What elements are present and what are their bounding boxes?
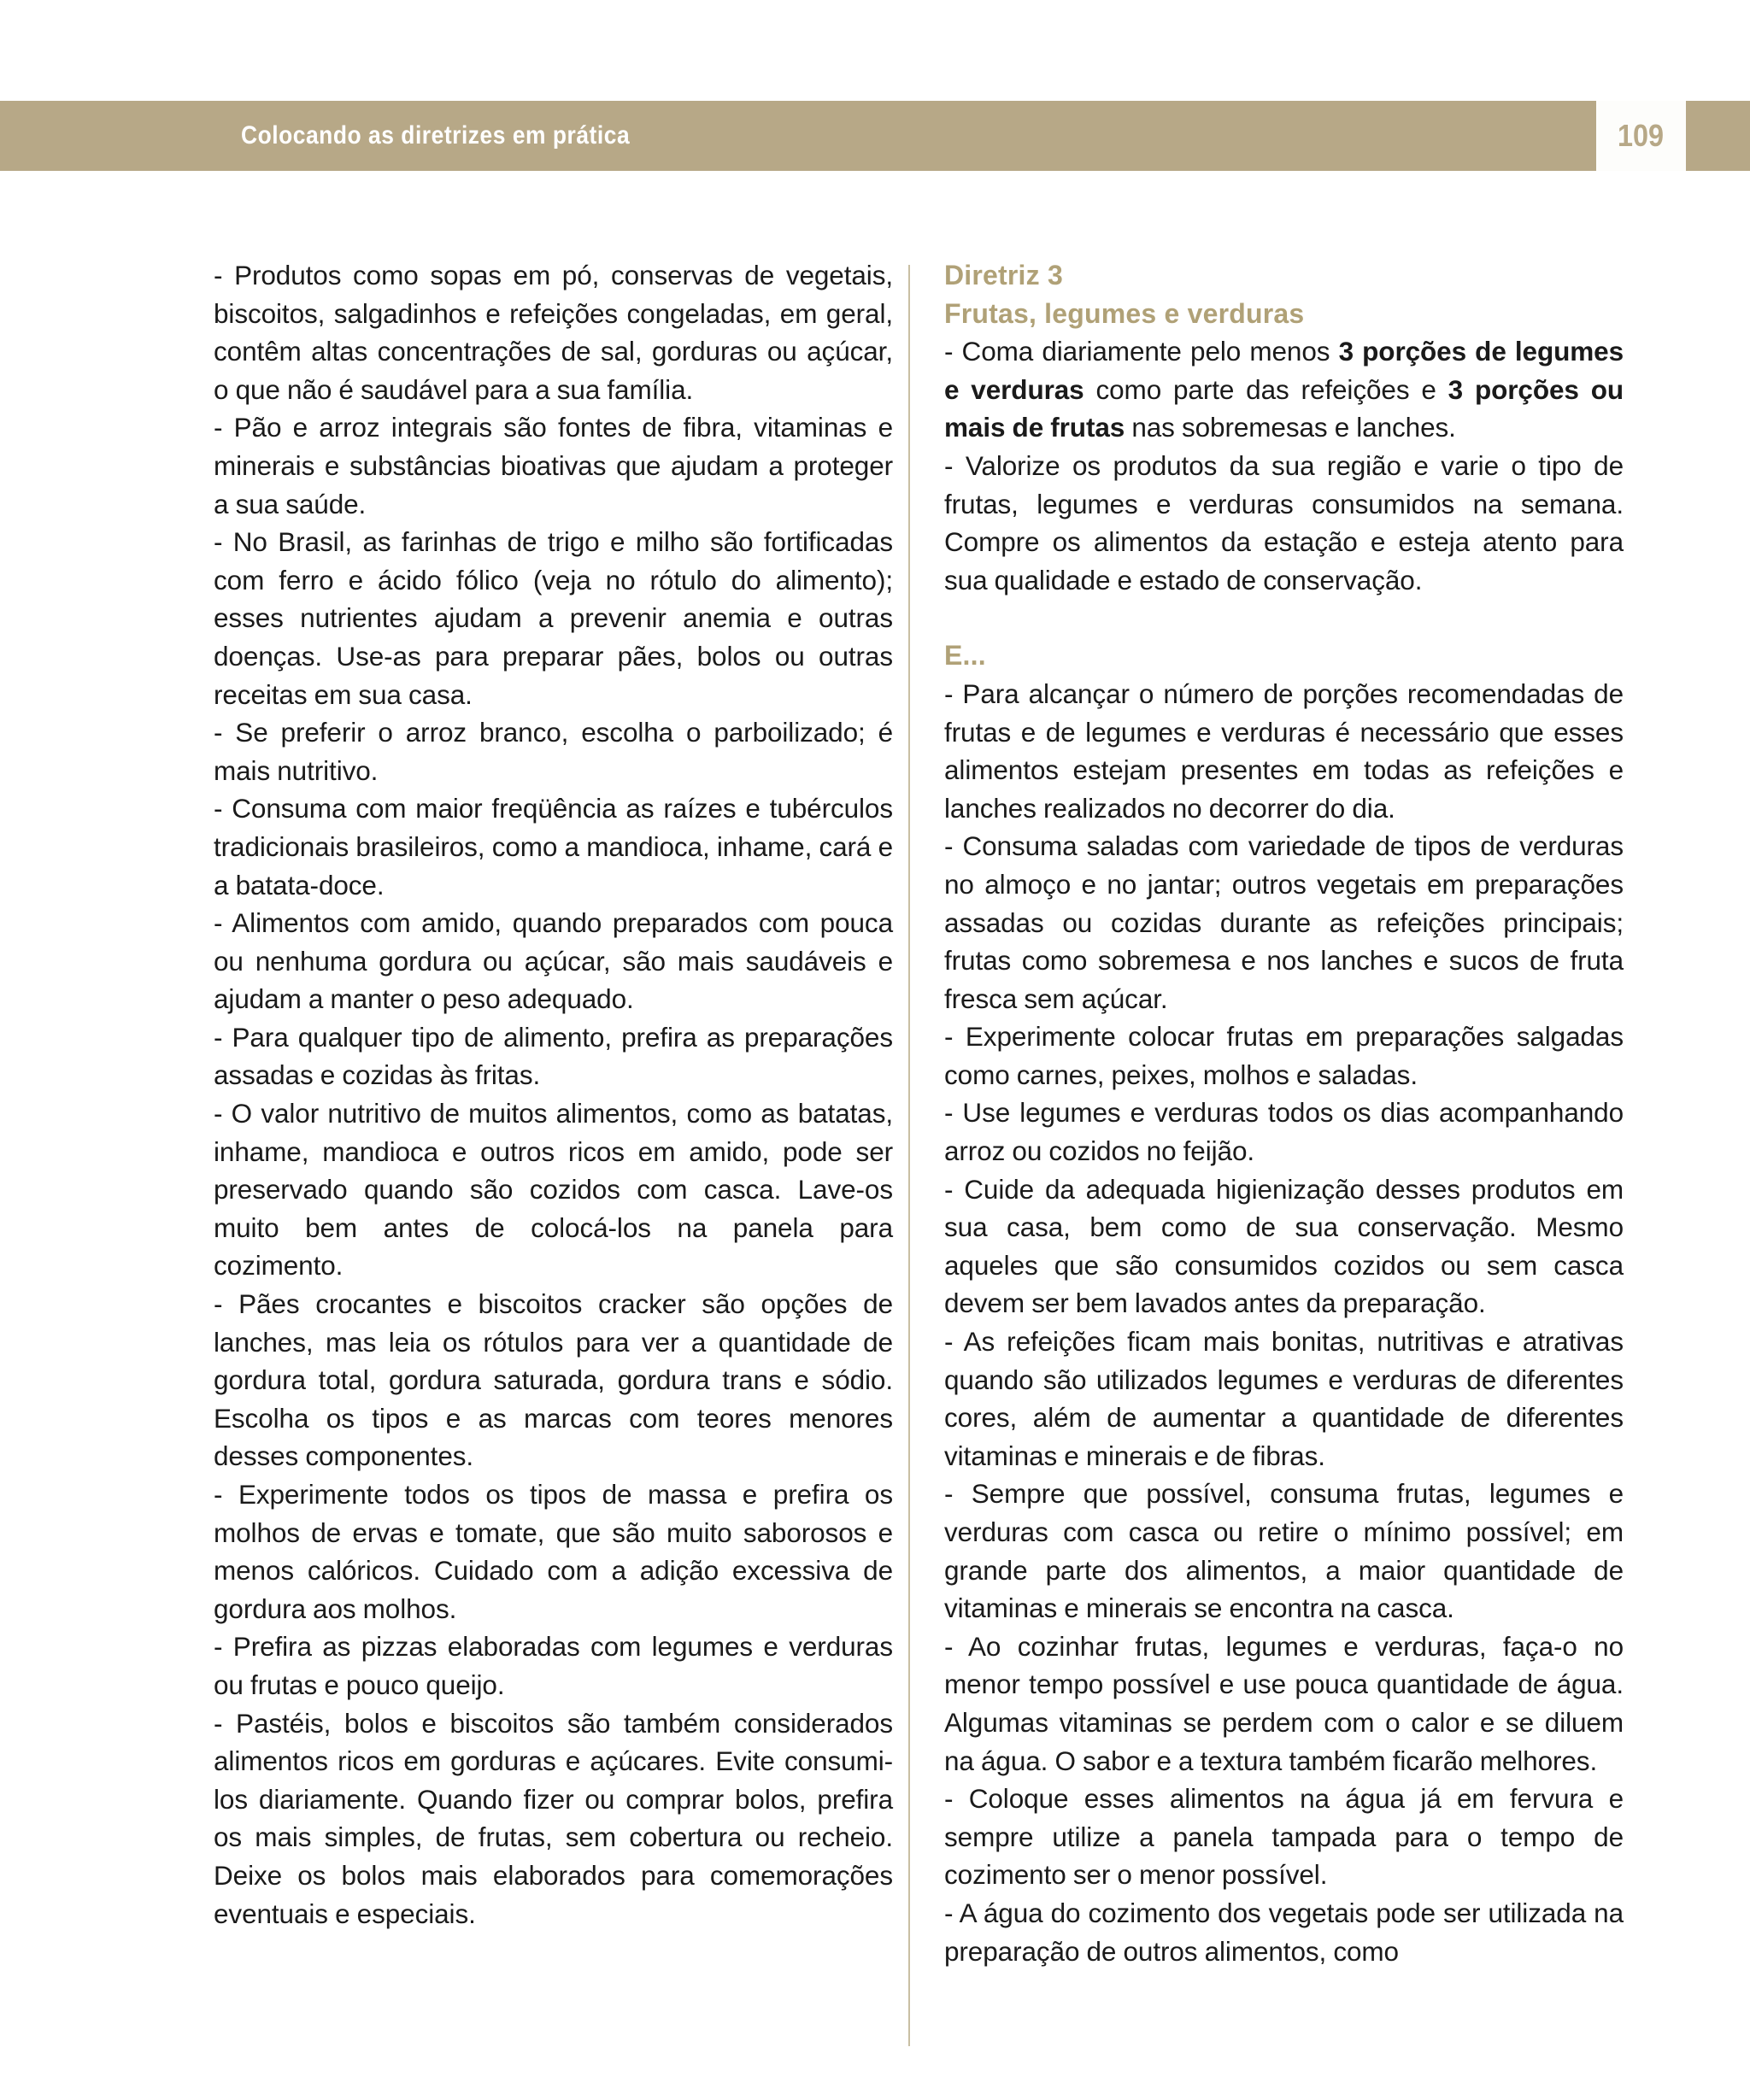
paragraph: - Produtos como sopas em pó, conservas de vegetais, biscoitos, salgadinhos e refeições congeladas, em geral, contêm altas concentrações de sal, gorduras ou açúcar, o que não é saudável para a sua família. (214, 260, 893, 405)
paragraph: - Coloque esses alimentos na água já em fervura e sempre utilize a panela tampada para o tempo de cozimento ser o menor possível. (944, 1783, 1624, 1891)
paragraph: - Pastéis, bolos e biscoitos são também considerados alimentos ricos em gorduras e açúcares. Evite consumi-los diariamente. Quando fizer ou comprar bolos, prefira os mais simples, de frutas, sem cobertura ou recheio. Deixe os bolos mais elaborados para comemorações eventuais e especiais. (214, 1707, 893, 1929)
header-endcap (1686, 101, 1750, 171)
paragraph: - Ao cozinhar frutas, legumes e verduras, faça-o no menor tempo possível e use pouca quantidade de água. Algumas vitaminas se perdem com o calor e se diluem na água. O sabor e a textura também ficarão melhores. (944, 1630, 1624, 1776)
left-column (214, 256, 893, 1933)
bullet1-bold-a: 3 porções de legumes e verduras (944, 336, 1624, 405)
paragraph: - A água do cozimento dos vegetais pode ser utilizada na preparação de outros alimentos, como (944, 1897, 1624, 1967)
paragraph: - Alimentos com amido, quando preparados com pouca ou nenhuma gordura ou açúcar, são mais saudáveis e ajudam a manter o peso adequado. (214, 907, 893, 1015)
paragraph: - Pão e arroz integrais são fontes de fibra, vitaminas e minerais e substâncias bioativas que ajudam a proteger a sua saúde. (214, 412, 893, 519)
diretriz-subtitle: Frutas, legumes e verduras (944, 297, 1305, 329)
paragraph: - Experimente colocar frutas em preparações salgadas como carnes, peixes, molhos e saladas. (944, 1021, 1624, 1090)
bullet1-part-c: nas sobremesas e lanches. (1125, 412, 1456, 443)
page-number (1596, 101, 1686, 171)
section-heading-e: E... (944, 640, 986, 672)
paragraph: - As refeições ficam mais bonitas, nutritivas e atrativas quando são utilizados legumes e verduras de diferentes cores, além de aumentar a quantidade de diferentes vitaminas e minerais e de fibras. (944, 1326, 1624, 1471)
paragraph: - Valorize os produtos da sua região e varie o tipo de frutas, legumes e verduras consumidos na semana. Compre os alimentos da estação e esteja atento para sua qualidade e estado de conservação. (944, 449, 1624, 595)
bullet1-part-b: como parte das refeições e (1083, 373, 1448, 405)
bullet1-bold-b: 3 porções ou mais de frutas (944, 373, 1624, 443)
paragraph: - Sempre que possível, consuma frutas, legumes e verduras com casca ou retire o mínimo possível; em grande parte dos alimentos, a maior quantidade de vitaminas e minerais se encontra na casca. (944, 1478, 1624, 1624)
paragraph: - Consuma saladas com variedade de tipos de verduras no almoço e no jantar; outros vegetais em preparações assadas ou cozidas durante as refeições principais; frutas como sobremesa e nos lanches e sucos de fruta fresca sem açúcar. (944, 830, 1624, 1014)
paragraph-bullet-1 (944, 332, 1624, 447)
column-divider (908, 265, 910, 2046)
page-number-text: 109 (1618, 118, 1665, 153)
page-title (241, 121, 683, 150)
section-spacer (944, 599, 1624, 636)
paragraph: - Experimente todos os tipos de massa e prefira os molhos de ervas e tomate, que são muito saborosos e menos calóricos. Cuidado com a adição excessiva de gordura aos molhos. (214, 1479, 893, 1624)
paragraph: - Cuide da adequada higienização desses produtos em sua casa, bem como de sua conservação. Mesmo aqueles que são consumidos cozidos ou sem casca devem ser bem lavados antes da preparação. (944, 1173, 1624, 1319)
section-heading-diretriz (944, 256, 1624, 332)
paragraph: - No Brasil, as farinhas de trigo e milho são fortificadas com ferro e ácido fólico (veja no rótulo do alimento); esses nutrientes ajudam a prevenir anemia e outras doenças. Use-as para preparar pães, bolos ou outras receitas em sua casa. (214, 526, 893, 710)
header-band (0, 101, 1596, 171)
right-column (944, 256, 1624, 1970)
paragraph: - Para qualquer tipo de alimento, prefira as preparações assadas e cozidas às fritas. (214, 1021, 893, 1091)
page-header (0, 101, 1750, 171)
page-title-text: Colocando as diretrizes em prática (241, 121, 631, 150)
paragraph: - Prefira as pizzas elaboradas com legumes e verduras ou frutas e pouco queijo. (214, 1631, 893, 1700)
paragraph: - Use legumes e verduras todos os dias acompanhando arroz ou cozidos no feijão. (944, 1097, 1624, 1167)
paragraph: - Para alcançar o número de porções recomendadas de frutas e de legumes e verduras é necessário que esses alimentos estejam presentes em todas as refeições e lanches realizados no decorrer do dia. (944, 678, 1624, 824)
paragraph: - Pães crocantes e biscoitos cracker são opções de lanches, mas leia os rótulos para ver a quantidade de gordura total, gordura saturada, gordura trans e sódio. Escolha os tipos e as marcas com teores menores desses componentes. (214, 1288, 893, 1472)
paragraph: - O valor nutritivo de muitos alimentos, como as batatas, inhame, mandioca e outros ricos em amido, pode ser preservado quando são cozidos com casca. Lave-os muito bem antes de colocá-los na panela para cozimento. (214, 1098, 893, 1282)
paragraph: - Consuma com maior freqüência as raízes e tubérculos tradicionais brasileiros, como a mandioca, inhame, cará e a batata-doce. (214, 793, 893, 900)
paragraph: - Se preferir o arroz branco, escolha o parboilizado; é mais nutritivo. (214, 717, 893, 786)
bullet1-part-a: - Coma diariamente pelo menos (944, 336, 1339, 367)
diretriz-label: Diretriz 3 (944, 260, 1063, 290)
